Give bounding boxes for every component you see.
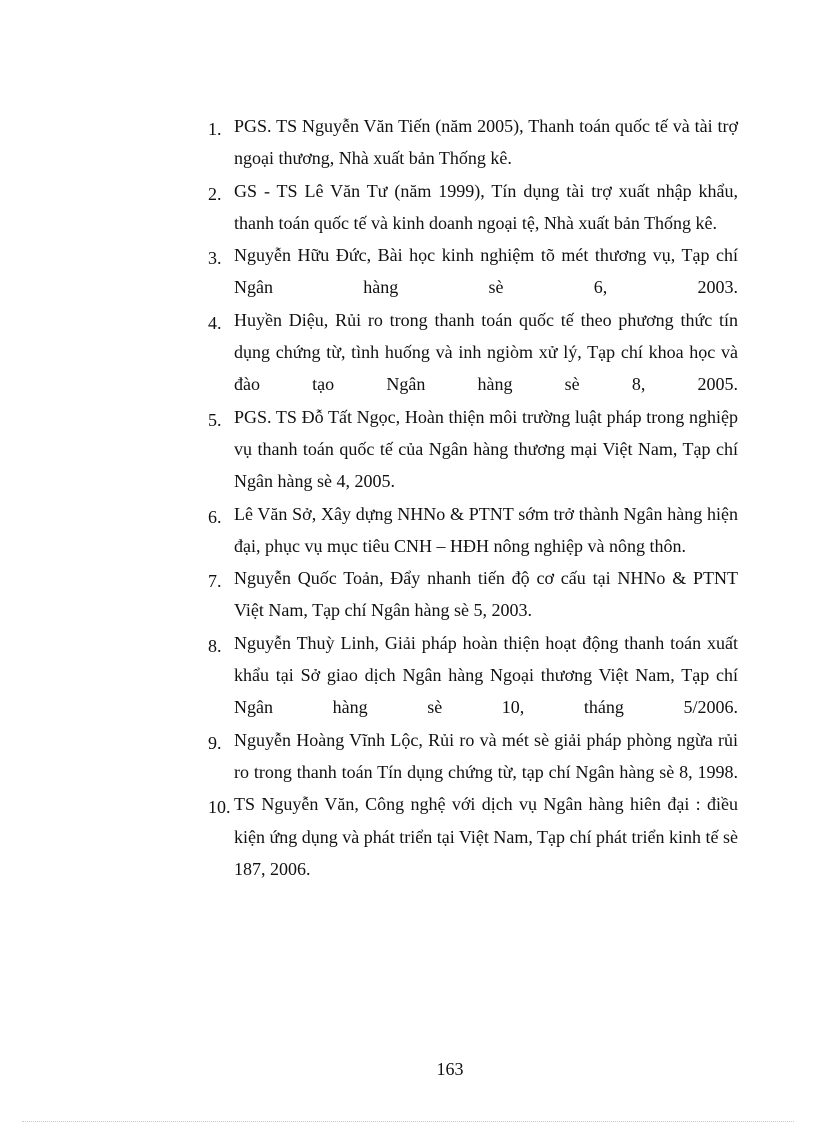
reference-item-5 bbox=[208, 401, 738, 498]
reference-text: PGS. TS Nguyễn Văn Tiến (năm 2005), Thanh toán quốc tế và tài trợ ngoại thương, Nhà xuất bản Thống kê. bbox=[234, 116, 738, 169]
reference-list bbox=[208, 110, 738, 885]
reference-number: 9. bbox=[208, 732, 222, 753]
reference-item-9 bbox=[208, 724, 738, 789]
reference-item-4 bbox=[208, 304, 738, 401]
reference-text: GS - TS Lê Văn Tư (năm 1999), Tín dụng tài trợ xuất nhập khẩu, thanh toán quốc tế và kinh doanh ngoại tệ, Nhà xuất bản Thống kê. bbox=[234, 180, 738, 233]
reference-text: PGS. TS Đỗ Tất Ngọc, Hoàn thiện môi trường luật pháp trong nghiệp vụ thanh toán quốc tế của Ngân hàng thương mại Việt Nam, Tạp chí Ngân hàng sè 4, 2005. bbox=[234, 406, 738, 492]
reference-text: Nguyễn Thuỳ Linh, Giải pháp hoàn thiện hoạt động thanh toán xuất khẩu tại Sở giao dịch Ngân hàng Ngoại thương Việt Nam, Tạp chí Ngân hàng sè 10, tháng 5/2006. bbox=[234, 632, 738, 718]
reference-item-8 bbox=[208, 627, 738, 724]
reference-item-10 bbox=[208, 788, 738, 885]
page-number: 163 bbox=[436, 1059, 464, 1079]
reference-text: Nguyễn Hữu Đức, Bài học kinh nghiệm tõ mét thương vụ, Tạp chí Ngân hàng sè 6, 2003. bbox=[234, 245, 738, 298]
reference-text: TS Nguyễn Văn, Công nghệ với dịch vụ Ngân hàng hiên đại : điều kiện ứng dụng và phát triển tại Việt Nam, Tạp chí phát triển kinh tế sè 187, 2006. bbox=[234, 794, 738, 879]
reference-number: 6. bbox=[208, 506, 222, 527]
reference-text: Nguyễn Quốc Toản, Đẩy nhanh tiến độ cơ cấu tại NHNo & PTNT Việt Nam, Tạp chí Ngân hàng sè 5, 2003. bbox=[234, 568, 738, 621]
reference-number: 3. bbox=[208, 248, 222, 269]
reference-text: Huyền Diệu, Rủi ro trong thanh toán quốc tế theo phương thức tín dụng chứng từ, tình huống và inh ngiòm xử lý, Tạp chí khoa học và đào tạo Ngân hàng sè 8, 2005. bbox=[234, 309, 738, 395]
reference-item-1 bbox=[208, 110, 738, 175]
reference-number: 5. bbox=[208, 409, 222, 430]
reference-number: 7. bbox=[208, 571, 222, 592]
reference-number: 2. bbox=[208, 183, 222, 204]
reference-number: 4. bbox=[208, 312, 222, 333]
reference-item-2 bbox=[208, 175, 738, 240]
reference-item-3 bbox=[208, 239, 738, 304]
reference-number: 8. bbox=[208, 635, 222, 656]
reference-text: Nguyễn Hoàng Vĩnh Lộc, Rủi ro và mét sè giải pháp phòng ngừa rủi ro trong thanh toán Tín dụng chứng từ, tạp chí Ngân hàng sè 8, 1998. bbox=[234, 729, 738, 782]
reference-text: Lê Văn Sở, Xây dựng NHNo & PTNT sớm trở thành Ngân hàng hiện đại, phục vụ mục tiêu CNH – HĐH nông nghiệp và nông thôn. bbox=[234, 503, 738, 556]
reference-number: 1. bbox=[208, 119, 222, 139]
reference-item-7 bbox=[208, 562, 738, 627]
reference-number: 10. bbox=[208, 797, 231, 818]
reference-item-6 bbox=[208, 498, 738, 563]
